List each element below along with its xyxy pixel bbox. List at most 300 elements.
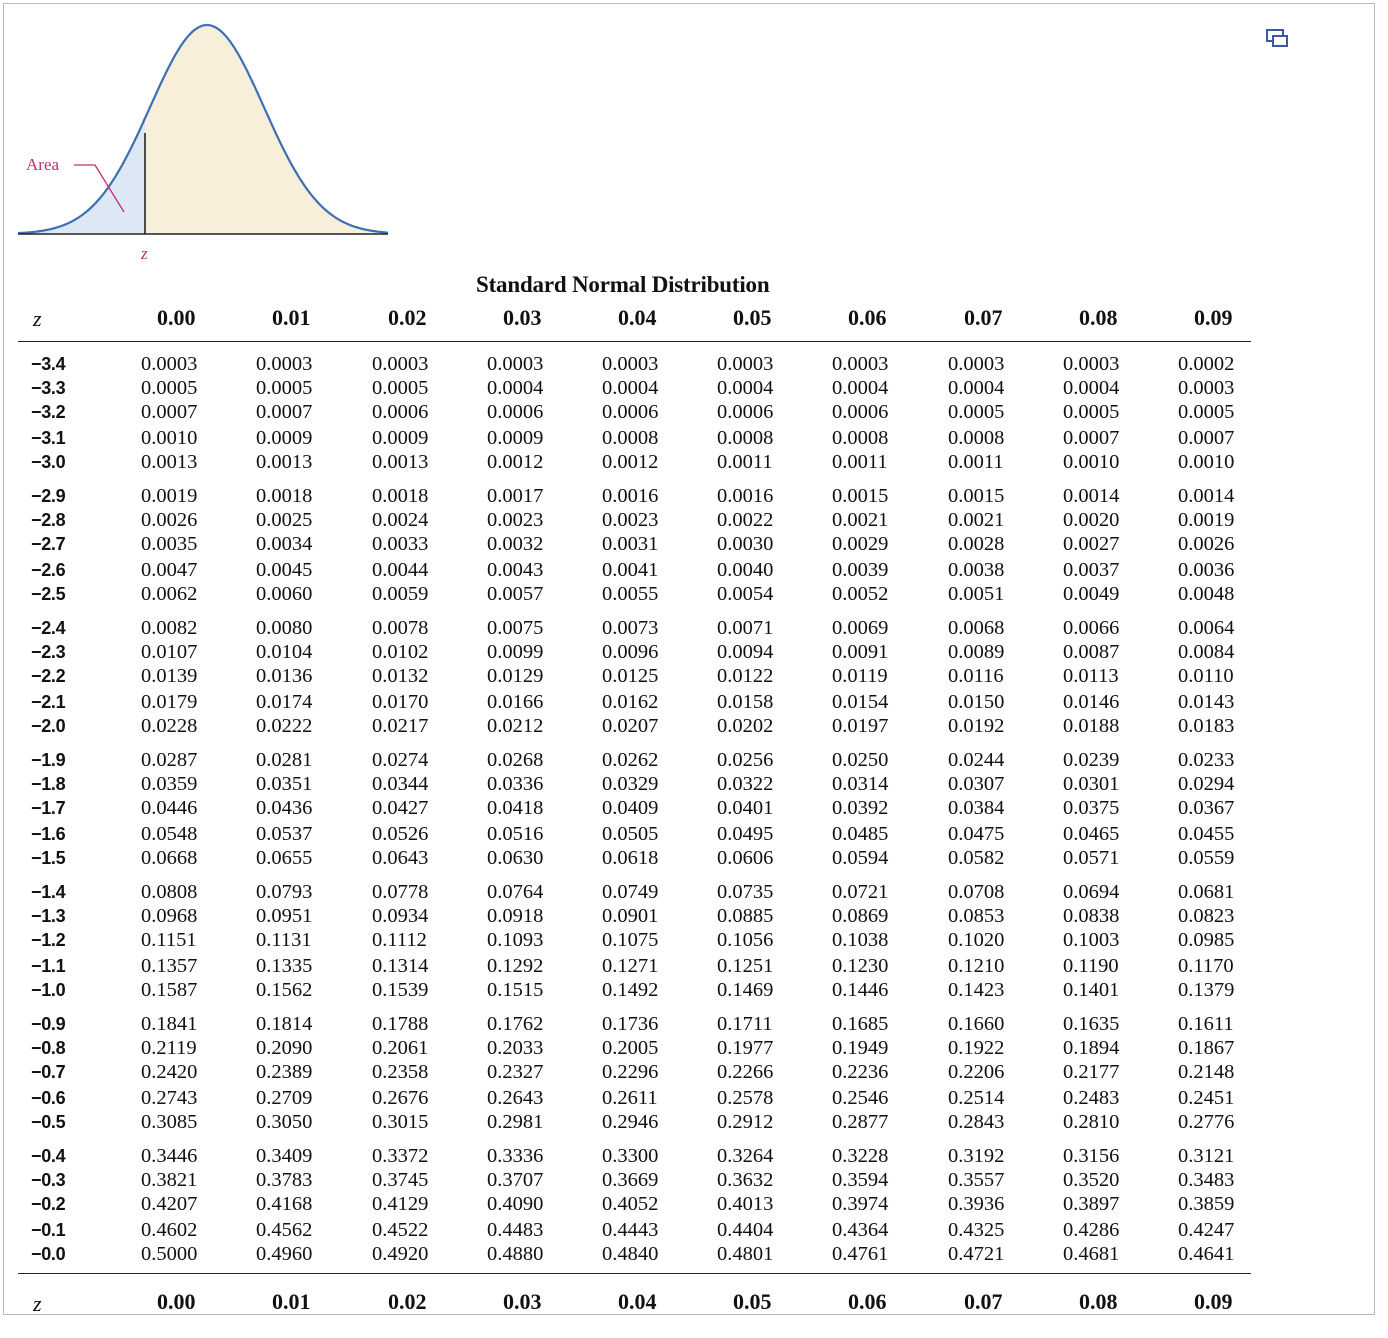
- probability-cell: 0.4721: [948, 1243, 1005, 1265]
- probability-cell: 0.0116: [948, 665, 1004, 687]
- probability-cell: 0.0823: [1178, 905, 1235, 927]
- table-row: [0, 582, 1388, 606]
- probability-cell: 0.1762: [487, 1013, 544, 1035]
- probability-cell: 0.3409: [256, 1145, 313, 1167]
- probability-cell: 0.1292: [487, 955, 544, 977]
- probability-cell: 0.4013: [717, 1193, 774, 1215]
- probability-cell: 0.3974: [832, 1193, 889, 1215]
- probability-cell: 0.4602: [141, 1219, 198, 1241]
- z-value: −1.9: [31, 750, 66, 770]
- probability-cell: 0.0023: [602, 509, 659, 531]
- table-row: [0, 616, 1388, 640]
- probability-cell: 0.0643: [372, 847, 429, 869]
- probability-cell: 0.0294: [1178, 773, 1235, 795]
- probability-cell: 0.0336: [487, 773, 544, 795]
- probability-cell: 0.0179: [141, 691, 198, 713]
- probability-cell: 0.0006: [602, 401, 659, 423]
- table-row: [0, 1168, 1388, 1192]
- probability-cell: 0.4681: [1063, 1243, 1120, 1265]
- probability-cell: 0.0004: [487, 377, 544, 399]
- probability-cell: 0.0409: [602, 797, 659, 819]
- probability-cell: 0.4562: [256, 1219, 313, 1241]
- probability-cell: 0.0028: [948, 533, 1005, 555]
- probability-cell: 0.0139: [141, 665, 198, 687]
- probability-cell: 0.0052: [832, 583, 889, 605]
- probability-cell: 0.0010: [1178, 451, 1235, 473]
- probability-cell: 0.1788: [372, 1013, 429, 1035]
- probability-cell: 0.2420: [141, 1061, 198, 1083]
- probability-cell: 0.4090: [487, 1193, 544, 1215]
- probability-cell: 0.1131: [256, 929, 312, 951]
- table-row: [0, 640, 1388, 664]
- column-header: 0.02: [388, 1289, 427, 1314]
- probability-cell: 0.2643: [487, 1087, 544, 1109]
- z-value: −3.4: [31, 354, 66, 374]
- probability-cell: 0.0606: [717, 847, 774, 869]
- probability-cell: 0.1423: [948, 979, 1005, 1001]
- column-header: 0.09: [1194, 1289, 1233, 1314]
- probability-cell: 0.3085: [141, 1111, 198, 1133]
- probability-cell: 0.4522: [372, 1219, 429, 1241]
- z-header-bottom: z: [33, 1291, 42, 1316]
- probability-cell: 0.3483: [1178, 1169, 1235, 1191]
- probability-cell: 0.0011: [948, 451, 1004, 473]
- probability-cell: 0.2514: [948, 1087, 1005, 1109]
- probability-cell: 0.0951: [256, 905, 313, 927]
- z-value: −0.4: [31, 1146, 66, 1166]
- probability-cell: 0.1841: [141, 1013, 198, 1035]
- probability-cell: 0.1151: [141, 929, 197, 951]
- probability-cell: 0.1112: [372, 929, 427, 951]
- normal-curve-figure: [14, 14, 394, 274]
- probability-cell: 0.2843: [948, 1111, 1005, 1133]
- probability-cell: 0.1515: [487, 979, 544, 1001]
- probability-cell: 0.2033: [487, 1037, 544, 1059]
- probability-cell: 0.2578: [717, 1087, 774, 1109]
- z-value: −2.2: [31, 666, 66, 686]
- probability-cell: 0.0030: [717, 533, 774, 555]
- table-row: [0, 376, 1388, 400]
- column-header: 0.06: [848, 305, 887, 330]
- probability-cell: 0.0003: [602, 353, 659, 375]
- probability-cell: 0.0162: [602, 691, 659, 713]
- probability-cell: 0.0005: [372, 377, 429, 399]
- z-value: −0.0: [31, 1244, 66, 1264]
- z-value: −2.0: [31, 716, 66, 736]
- probability-cell: 0.1562: [256, 979, 313, 1001]
- probability-cell: 0.0192: [948, 715, 1005, 737]
- table-row: [0, 558, 1388, 582]
- z-value: −2.9: [31, 486, 66, 506]
- table-row: [0, 772, 1388, 796]
- probability-cell: 0.0089: [948, 641, 1005, 663]
- probability-cell: 0.0011: [717, 451, 773, 473]
- z-value: −3.0: [31, 452, 66, 472]
- probability-cell: 0.0188: [1063, 715, 1120, 737]
- probability-cell: 0.0455: [1178, 823, 1235, 845]
- probability-cell: 0.0003: [256, 353, 313, 375]
- probability-cell: 0.0721: [832, 881, 889, 903]
- probability-cell: 0.0808: [141, 881, 198, 903]
- probability-cell: 0.0256: [717, 749, 774, 771]
- probability-cell: 0.0003: [487, 353, 544, 375]
- table-row: [0, 1060, 1388, 1084]
- probability-cell: 0.0068: [948, 617, 1005, 639]
- probability-cell: 0.0384: [948, 797, 1005, 819]
- probability-cell: 0.0778: [372, 881, 429, 903]
- probability-cell: 0.0268: [487, 749, 544, 771]
- probability-cell: 0.0446: [141, 797, 198, 819]
- probability-cell: 0.4880: [487, 1243, 544, 1265]
- probability-cell: 0.1894: [1063, 1037, 1120, 1059]
- probability-cell: 0.0013: [141, 451, 198, 473]
- probability-cell: 0.0154: [832, 691, 889, 713]
- probability-cell: 0.0495: [717, 823, 774, 845]
- table-row: [0, 1012, 1388, 1036]
- probability-cell: 0.0007: [256, 401, 313, 423]
- probability-cell: 0.0016: [602, 485, 659, 507]
- column-header: 0.08: [1079, 1289, 1118, 1314]
- table-row: [0, 532, 1388, 556]
- z-value: −2.1: [31, 692, 66, 712]
- probability-cell: 0.0013: [372, 451, 429, 473]
- probability-cell: 0.0018: [372, 485, 429, 507]
- probability-cell: 0.2709: [256, 1087, 313, 1109]
- table-row: [0, 664, 1388, 688]
- probability-cell: 0.1539: [372, 979, 429, 1001]
- probability-cell: 0.0021: [948, 509, 1005, 531]
- probability-cell: 0.0073: [602, 617, 659, 639]
- probability-cell: 0.0170: [372, 691, 429, 713]
- probability-cell: 0.3821: [141, 1169, 198, 1191]
- probability-cell: 0.0537: [256, 823, 313, 845]
- probability-cell: 0.0749: [602, 881, 659, 903]
- probability-cell: 0.0012: [602, 451, 659, 473]
- probability-cell: 0.0129: [487, 665, 544, 687]
- probability-cell: 0.0008: [832, 427, 889, 449]
- probability-cell: 0.0008: [717, 427, 774, 449]
- probability-cell: 0.1977: [717, 1037, 774, 1059]
- probability-cell: 0.0007: [1178, 427, 1235, 449]
- probability-cell: 0.1056: [717, 929, 774, 951]
- probability-cell: 0.2776: [1178, 1111, 1235, 1133]
- table-row: [0, 450, 1388, 474]
- probability-cell: 0.0013: [256, 451, 313, 473]
- probability-cell: 0.0004: [602, 377, 659, 399]
- probability-cell: 0.0307: [948, 773, 1005, 795]
- probability-cell: 0.0735: [717, 881, 774, 903]
- z-value: −3.1: [31, 428, 66, 448]
- probability-cell: 0.3336: [487, 1145, 544, 1167]
- z-value: −1.6: [31, 824, 66, 844]
- column-header: 0.03: [503, 1289, 542, 1314]
- probability-cell: 0.0104: [256, 641, 313, 663]
- table-row: [0, 1144, 1388, 1168]
- probability-cell: 0.0023: [487, 509, 544, 531]
- table-row: [0, 1110, 1388, 1134]
- probability-cell: 0.0132: [372, 665, 429, 687]
- probability-cell: 0.0035: [141, 533, 198, 555]
- probability-cell: 0.0029: [832, 533, 889, 555]
- probability-cell: 0.0008: [602, 427, 659, 449]
- probability-cell: 0.0505: [602, 823, 659, 845]
- z-value: −1.8: [31, 774, 66, 794]
- probability-cell: 0.0094: [717, 641, 774, 663]
- probability-cell: 0.1736: [602, 1013, 659, 1035]
- z-value: −2.4: [31, 618, 66, 638]
- probability-cell: 0.0038: [948, 559, 1005, 581]
- probability-cell: 0.0017: [487, 485, 544, 507]
- probability-cell: 0.0080: [256, 617, 313, 639]
- probability-cell: 0.0351: [256, 773, 313, 795]
- probability-cell: 0.2912: [717, 1111, 774, 1133]
- probability-cell: 0.2546: [832, 1087, 889, 1109]
- probability-cell: 0.0436: [256, 797, 313, 819]
- probability-cell: 0.0009: [487, 427, 544, 449]
- probability-cell: 0.0003: [832, 353, 889, 375]
- probability-cell: 0.0003: [141, 353, 198, 375]
- probability-cell: 0.0708: [948, 881, 1005, 903]
- probability-cell: 0.0322: [717, 773, 774, 795]
- probability-cell: 0.0475: [948, 823, 1005, 845]
- probability-cell: 0.4247: [1178, 1219, 1235, 1241]
- probability-cell: 0.4920: [372, 1243, 429, 1265]
- probability-cell: 0.5000: [141, 1243, 198, 1265]
- probability-cell: 0.0060: [256, 583, 313, 605]
- probability-cell: 0.0069: [832, 617, 889, 639]
- probability-cell: 0.0146: [1063, 691, 1120, 713]
- probability-cell: 0.0040: [717, 559, 774, 581]
- probability-cell: 0.0465: [1063, 823, 1120, 845]
- probability-cell: 0.0143: [1178, 691, 1235, 713]
- probability-cell: 0.3121: [1178, 1145, 1235, 1167]
- probability-cell: 0.0005: [141, 377, 198, 399]
- probability-cell: 0.0002: [1178, 353, 1235, 375]
- probability-cell: 0.0314: [832, 773, 889, 795]
- probability-cell: 0.0019: [1178, 509, 1235, 531]
- probability-cell: 0.0055: [602, 583, 659, 605]
- table-row: [0, 484, 1388, 508]
- z-value: −2.7: [31, 534, 66, 554]
- probability-cell: 0.0049: [1063, 583, 1120, 605]
- probability-cell: 0.0026: [141, 509, 198, 531]
- column-header: 0.08: [1079, 305, 1118, 330]
- probability-cell: 0.0281: [256, 749, 313, 771]
- z-value: −2.5: [31, 584, 66, 604]
- probability-cell: 0.0066: [1063, 617, 1120, 639]
- probability-cell: 0.0014: [1063, 485, 1120, 507]
- table-row: [0, 426, 1388, 450]
- probability-cell: 0.0024: [372, 509, 429, 531]
- z-value: −3.2: [31, 402, 66, 422]
- probability-cell: 0.1170: [1178, 955, 1234, 977]
- probability-cell: 0.0047: [141, 559, 198, 581]
- probability-cell: 0.0015: [948, 485, 1005, 507]
- probability-cell: 0.0764: [487, 881, 544, 903]
- table-row: [0, 822, 1388, 846]
- probability-cell: 0.2236: [832, 1061, 889, 1083]
- table-row: [0, 1192, 1388, 1216]
- expand-icon[interactable]: [1264, 28, 1290, 50]
- probability-cell: 0.0075: [487, 617, 544, 639]
- probability-cell: 0.4364: [832, 1219, 889, 1241]
- table-row: [0, 796, 1388, 820]
- probability-cell: 0.0044: [372, 559, 429, 581]
- probability-cell: 0.0548: [141, 823, 198, 845]
- probability-cell: 0.1660: [948, 1013, 1005, 1035]
- probability-cell: 0.1335: [256, 955, 313, 977]
- probability-cell: 0.0006: [487, 401, 544, 423]
- probability-cell: 0.1003: [1063, 929, 1120, 951]
- probability-cell: 0.0043: [487, 559, 544, 581]
- probability-cell: 0.0136: [256, 665, 313, 687]
- probability-cell: 0.0918: [487, 905, 544, 927]
- probability-cell: 0.0934: [372, 905, 429, 927]
- probability-cell: 0.2451: [1178, 1087, 1235, 1109]
- probability-cell: 0.0037: [1063, 559, 1120, 581]
- probability-cell: 0.3446: [141, 1145, 198, 1167]
- probability-cell: 0.4207: [141, 1193, 198, 1215]
- probability-cell: 0.0084: [1178, 641, 1235, 663]
- probability-cell: 0.0005: [1178, 401, 1235, 423]
- probability-cell: 0.4129: [372, 1193, 429, 1215]
- probability-cell: 0.3156: [1063, 1145, 1120, 1167]
- probability-cell: 0.2611: [602, 1087, 658, 1109]
- probability-cell: 0.0014: [1178, 485, 1235, 507]
- probability-cell: 0.2061: [372, 1037, 429, 1059]
- probability-cell: 0.1685: [832, 1013, 889, 1035]
- probability-cell: 0.0244: [948, 749, 1005, 771]
- probability-cell: 0.1446: [832, 979, 889, 1001]
- probability-cell: 0.0012: [487, 451, 544, 473]
- probability-cell: 0.0427: [372, 797, 429, 819]
- column-header: 0.00: [157, 305, 196, 330]
- table-row: [0, 714, 1388, 738]
- probability-cell: 0.0222: [256, 715, 313, 737]
- probability-cell: 0.2005: [602, 1037, 659, 1059]
- table-row: [0, 690, 1388, 714]
- table-row: [0, 954, 1388, 978]
- z-value: −2.6: [31, 560, 66, 580]
- probability-cell: 0.3015: [372, 1111, 429, 1133]
- probability-cell: 0.0006: [372, 401, 429, 423]
- table-row: [0, 508, 1388, 532]
- probability-cell: 0.4443: [602, 1219, 659, 1241]
- probability-cell: 0.3300: [602, 1145, 659, 1167]
- probability-cell: 0.3936: [948, 1193, 1005, 1215]
- probability-cell: 0.0018: [256, 485, 313, 507]
- probability-cell: 0.0401: [717, 797, 774, 819]
- probability-cell: 0.0033: [372, 533, 429, 555]
- probability-cell: 0.0526: [372, 823, 429, 845]
- body-shading: [145, 25, 388, 234]
- probability-cell: 0.2206: [948, 1061, 1005, 1083]
- table-row: [0, 978, 1388, 1002]
- z-header-top: z: [33, 306, 42, 331]
- probability-cell: 0.0202: [717, 715, 774, 737]
- probability-cell: 0.2676: [372, 1087, 429, 1109]
- probability-cell: 0.1190: [1063, 955, 1119, 977]
- column-header: 0.05: [733, 305, 772, 330]
- probability-cell: 0.0681: [1178, 881, 1235, 903]
- probability-cell: 0.3859: [1178, 1193, 1235, 1215]
- probability-cell: 0.1711: [717, 1013, 773, 1035]
- probability-cell: 0.3745: [372, 1169, 429, 1191]
- probability-cell: 0.0113: [1063, 665, 1119, 687]
- z-value: −0.8: [31, 1038, 66, 1058]
- probability-cell: 0.0045: [256, 559, 313, 581]
- z-value: −0.6: [31, 1088, 66, 1108]
- z-value: −1.3: [31, 906, 66, 926]
- probability-cell: 0.1922: [948, 1037, 1005, 1059]
- probability-cell: 0.0020: [1063, 509, 1120, 531]
- probability-cell: 0.4286: [1063, 1219, 1120, 1241]
- probability-cell: 0.1038: [832, 929, 889, 951]
- probability-cell: 0.0668: [141, 847, 198, 869]
- probability-cell: 0.0694: [1063, 881, 1120, 903]
- z-value: −1.7: [31, 798, 66, 818]
- probability-cell: 0.3557: [948, 1169, 1005, 1191]
- probability-cell: 0.0102: [372, 641, 429, 663]
- probability-cell: 0.3707: [487, 1169, 544, 1191]
- probability-cell: 0.4801: [717, 1243, 774, 1265]
- probability-cell: 0.0019: [141, 485, 198, 507]
- probability-cell: 0.0174: [256, 691, 313, 713]
- probability-cell: 0.0005: [948, 401, 1005, 423]
- probability-cell: 0.0006: [717, 401, 774, 423]
- probability-cell: 0.0901: [602, 905, 659, 927]
- probability-cell: 0.0287: [141, 749, 198, 771]
- probability-cell: 0.0007: [1063, 427, 1120, 449]
- probability-cell: 0.0008: [948, 427, 1005, 449]
- probability-cell: 0.0125: [602, 665, 659, 687]
- probability-cell: 0.0096: [602, 641, 659, 663]
- probability-cell: 0.0217: [372, 715, 429, 737]
- probability-cell: 0.0062: [141, 583, 198, 605]
- probability-cell: 0.3520: [1063, 1169, 1120, 1191]
- probability-cell: 0.1230: [832, 955, 889, 977]
- probability-cell: 0.4761: [832, 1243, 889, 1265]
- probability-cell: 0.0003: [948, 353, 1005, 375]
- probability-cell: 0.3192: [948, 1145, 1005, 1167]
- z-value: −1.1: [31, 956, 66, 976]
- probability-cell: 0.1635: [1063, 1013, 1120, 1035]
- probability-cell: 0.0516: [487, 823, 544, 845]
- probability-cell: 0.0004: [1063, 377, 1120, 399]
- z-value: −1.5: [31, 848, 66, 868]
- z-label: z: [141, 244, 148, 263]
- probability-cell: 0.0301: [1063, 773, 1120, 795]
- probability-cell: 0.1020: [948, 929, 1005, 951]
- probability-cell: 0.0015: [832, 485, 889, 507]
- probability-cell: 0.0010: [1063, 451, 1120, 473]
- probability-cell: 0.0119: [832, 665, 888, 687]
- probability-cell: 0.0359: [141, 773, 198, 795]
- probability-cell: 0.0064: [1178, 617, 1235, 639]
- probability-cell: 0.2946: [602, 1111, 659, 1133]
- probability-cell: 0.0239: [1063, 749, 1120, 771]
- table-row: [0, 904, 1388, 928]
- probability-cell: 0.0207: [602, 715, 659, 737]
- probability-cell: 0.2177: [1063, 1061, 1120, 1083]
- probability-cell: 0.0059: [372, 583, 429, 605]
- probability-cell: 0.3783: [256, 1169, 313, 1191]
- probability-cell: 0.0233: [1178, 749, 1235, 771]
- probability-cell: 0.3632: [717, 1169, 774, 1191]
- probability-cell: 0.0091: [832, 641, 889, 663]
- probability-cell: 0.0122: [717, 665, 774, 687]
- column-header: 0.03: [503, 305, 542, 330]
